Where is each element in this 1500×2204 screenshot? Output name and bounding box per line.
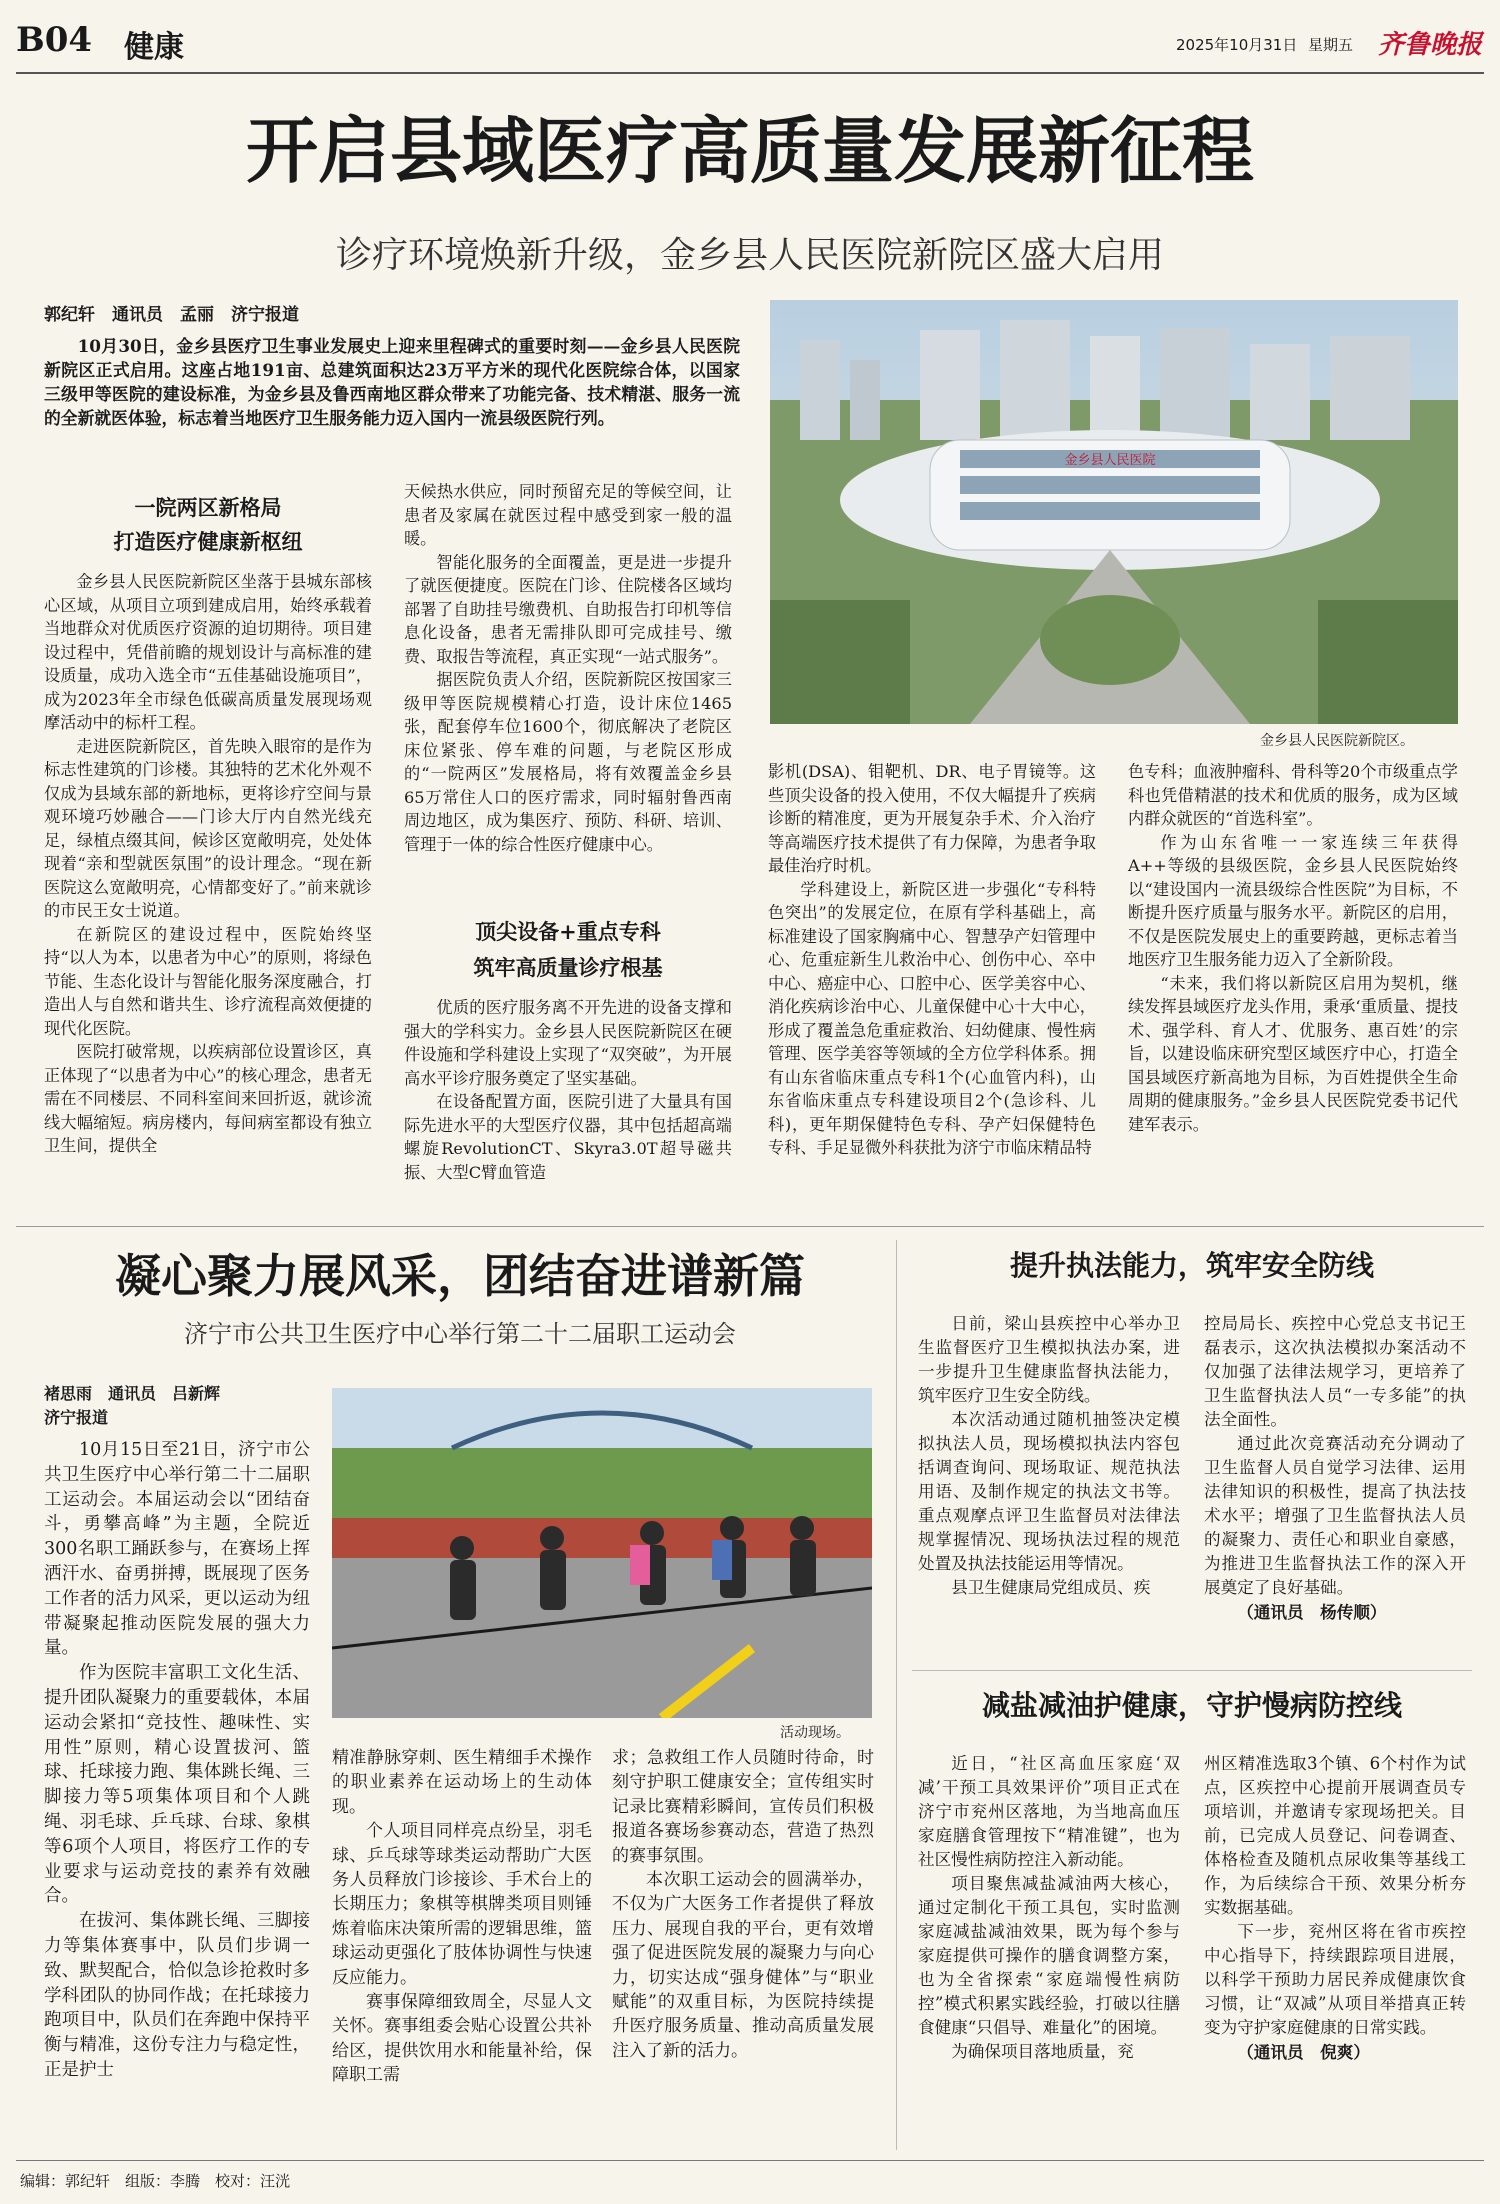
byline-line: 济宁报道 — [44, 1408, 109, 1427]
article1-col1 — [44, 570, 372, 1158]
paragraph: 本次活动通过随机抽签决定模拟执法人员，现场模拟执法内容包括调查询问、现场取证、规范执法用语、及制作规定的执法文书等。重点观摩点评卫生监督员对法律法规掌握情况、现场执法过程的规范处置及执法技能运用等情况。 — [918, 1410, 1180, 1573]
page-code: B04 — [16, 20, 93, 60]
lead-paragraph: 10月30日，金乡县医疗卫生事业发展史上迎来里程碑式的重要时刻——金乡县人民医院新院区正式启用。这座占地191亩、总建筑面积达23万平方米的现代化医院综合体，以国家三级甲等医院的建设标准，为金乡县及鲁西南地区群众带来了功能完备、技术精湛、服务一流的全新就医体验，标志着当地医疗卫生服务能力迈入国内一流县级医院行列。 — [44, 336, 740, 428]
paragraph: 影机(DSA)、钼靶机、DR、电子胃镜等。这些顶尖设备的投入使用，不仅大幅提升了疾病诊断的精准度，更为开展复杂手术、介入治疗等高端医疗技术提供了有力保障，为患者争取最佳治疗时机。 — [768, 762, 1096, 875]
paragraph: 在拔河、集体跳长绳、三脚接力等集体赛事中，队员们步调一致、默契配合，恰似急诊抢救时多学科团队的协同作战；在托球接力跑项目中，队员们在奔跑中保持平衡与精准，这份专注力与稳定性，正是护士 — [44, 1911, 310, 2080]
paragraph: 学科建设上，新院区进一步强化“专科特色突出”的发展定位，在原有学科基础上，高标准建设了国家胸痛中心、智慧孕产妇管理中心、危重症新生儿救治中心、创伤中心、卒中中心、癌症中心、口腔中心、医学美容中心、消化疾病诊治中心、儿童保健中心十大中心，形成了覆盖急危重症救治、妇幼健康、慢性病管理、医学美容等领域的全方位学科体系。拥有山东省临床重点专科1个(心血管内科)，山东省临床重点专科建设项目2个(急诊科、儿科)，更年期保健特色专科、孕产妇保健特色专科、手足显微外科获批为济宁市临床精品特 — [768, 879, 1096, 1157]
paragraph: 州区精准选取3个镇、6个村作为试点，区疾控中心提前开展调查员专项培训，并邀请专家现场把关。目前，已完成人员登记、问卷调查、体格检查及随机点尿收集等基线工作，为后续综合干预、效果分析夯实数据基础。 — [1204, 1754, 1466, 1917]
paragraph: 本次职工运动会的圆满举办，不仅为广大医务工作者提供了释放压力、展现自我的平台，更有效增强了促进医院发展的凝聚力与向心力，切实达成“强身健体”与“职业赋能”的双重目标，为医院持续提升医疗服务质量、推动高质量发展注入了新的活力。 — [612, 1870, 874, 2061]
signoff: （通讯员 倪爽） — [1237, 2042, 1370, 2062]
article2-title: 凝心聚力展风采，团结奋进谱新篇 — [115, 1249, 805, 1303]
paragraph: 控局局长、疾控中心党总支书记王磊表示，这次执法模拟办案活动不仅加强了法律法规学习，更培养了卫生监督执法人员“一专多能”的执法全面性。 — [1204, 1314, 1466, 1429]
article1-title: 开启县域医疗高质量发展新征程 — [245, 108, 1254, 193]
paragraph: 通过此次竞赛活动充分调动了卫生监督人员自觉学习法律、运用法律知识的积极性，提高了执法技术水平；增强了卫生监督执法人员的凝聚力、责任心和职业自豪感，为推进卫生监督执法工作的深入开展奠定了良好基础。 — [1204, 1434, 1466, 1597]
article-divider — [912, 1670, 1472, 1671]
newspaper-logo: 齐鲁晚报 — [1378, 30, 1483, 60]
signoff: （通讯员 杨传顺） — [1237, 1602, 1387, 1622]
paragraph: 据医院负责人介绍，医院新院区按国家三级甲等医院规模精心打造，设计床位1465张，配套停车位1600个，彻底解决了老院区床位紧张、停车难的问题，与老院区形成的“一院两区”发展格局，将有效覆盖金乡县65万常住人口的医疗需求，同时辐射鲁西南周边地区，成为集医疗、预防、科研、培训、管理于一体的综合性医疗健康中心。 — [404, 670, 732, 854]
games-photo — [332, 1388, 872, 1718]
article1-col2-heading2: 筑牢高质量诊疗根基 — [473, 955, 663, 980]
paragraph: 色专科；血液肿瘤科、骨科等20个市级重点学科也凭借精湛的技术和优质的服务，成为区域内群众就医的“首选科室”。 — [1128, 762, 1458, 828]
article2-byline — [44, 1382, 220, 1430]
article1-col4 — [1128, 760, 1458, 1136]
section-name: 健康 — [124, 30, 184, 65]
column-divider — [896, 1240, 897, 2150]
section-divider — [16, 1226, 1484, 1227]
article1-col3 — [768, 760, 1096, 1160]
paragraph: 在新院区的建设过程中，医院始终坚持“以人为本，以患者为中心”的原则，将绿色节能、生态化设计与智能化服务深度融合，打造出人与自然和谐共生、诊疗流程高效便捷的现代化医院。 — [44, 924, 372, 1038]
article1-col2b — [404, 996, 732, 1184]
games-photo-caption: 活动现场。 — [780, 1725, 850, 1741]
paragraph: 走进医院新院区，首先映入眼帘的是作为标志性建筑的门诊楼。其独特的艺术化外观不仅成为县域东部的新地标，更将诊疗空间与景观环境巧妙融合——门诊大厅内自然光线充足，绿植点缀其间，候诊区宽敞明亮，处处体现着“亲和型就医氛围”的设计理念。“现在新医院这么宽敞明亮，心情都变好了。”前来就诊的市民王女士说道。 — [44, 736, 372, 920]
paragraph: 10月15日至21日，济宁市公共卫生医疗中心举行第二十二届职工运动会。本届运动会以“团结奋斗，勇攀高峰”为主题，全院近300名职工踊跃参与，在赛场上挥洒汗水、奋勇拼搏，既展现了医务工作者的活力风采，更以运动为纽带凝聚起推动医院发展的强大力量。 — [44, 1440, 310, 1659]
paragraph: 赛事保障细致周全，尽显人文关怀。赛事组委会贴心设置公共补给区，提供饮用水和能量补给，保障职工需 — [332, 1992, 592, 2086]
weekday: 星期五 — [1308, 36, 1354, 54]
article2-col1 — [44, 1438, 310, 2083]
article3-col1 — [918, 1312, 1180, 1600]
paragraph: 天候热水供应，同时预留充足的等候空间，让患者及家属在就医过程中感受到家一般的温暖。 — [404, 482, 732, 548]
article2-col2 — [332, 1746, 592, 2088]
article1-lead — [44, 334, 740, 430]
paragraph: 求；急救组工作人员随时待命，时刻守护职工健康安全；宣传组实时记录比赛精彩瞬间，宣传员们积极报道各赛场参赛动态，营造了热烈的赛事氛围。 — [612, 1748, 874, 1866]
article1-subtitle: 诊疗环境焕新升级，金乡县人民医院新院区盛大启用 — [335, 235, 1164, 276]
paragraph: 个人项目同样亮点纷呈，羽毛球、乒乓球等球类运动帮助广大医务人员释放门诊接诊、手术台上的长期压力；象棋等棋牌类项目则锤炼着临床决策所需的逻辑思维，篮球运动更强化了肢体协调性与快速反应能力。 — [332, 1821, 592, 1988]
article1-col1-heading2: 打造医疗健康新枢纽 — [113, 529, 303, 554]
paragraph: “未来，我们将以新院区启用为契机，继续发挥县域医疗龙头作用，秉承‘重质量、提技术、强学科、育人才、优服务、惠百姓’的宗旨，以建设临床研究型区域医疗中心，打造全国县域医疗新高地为目标，为百姓提供全生命周期的健康服务。”金乡县人民医院党委书记代建军表示。 — [1128, 973, 1458, 1134]
paragraph: 下一步，兖州区将在省市疾控中心指导下，持续跟踪项目进展，以科学干预助力居民养成健康饮食习惯，让“双减”从项目举措真正转变为守护家庭健康的日常实践。 — [1204, 1922, 1466, 2037]
hospital-photo-caption: 金乡县人民医院新院区。 — [1260, 733, 1414, 749]
article4-col1 — [918, 1752, 1180, 2064]
paragraph: 医院打破常规，以疾病部位设置诊区，真正体现了“以患者为中心”的核心理念，患者无需在不同楼层、不同科室间来回折返，就诊流线大幅缩短。病房楼内，每间病室都设有独立卫生间，提供全 — [44, 1042, 372, 1155]
paragraph: 金乡县人民医院新院区坐落于县城东部核心区域，从项目立项到建成启用，始终承载着当地群众对优质医疗资源的迫切期待。项目建设过程中，凭借前瞻的规划设计与高标准的建设质量，成功入选全市“五佳基础设施项目”，成为2023年全市绿色低碳高质量发展现场观摩活动中的标杆工程。 — [44, 572, 372, 732]
article1-col2-heading1: 顶尖设备+重点专科 — [475, 919, 661, 944]
byline-line: 褚思雨 通讯员 吕新辉 — [44, 1384, 221, 1403]
article3-col2 — [1204, 1312, 1466, 1624]
paragraph: 精准静脉穿刺、医生精细手术操作的职业素养在运动场上的生动体现。 — [332, 1748, 592, 1817]
paragraph: 作为医院丰富职工文化生活、提升团队凝聚力的重要载体，本届运动会紧扣“竞技性、趣味性、实用性”原则，精心设置拔河、篮球、托球接力跑、集体跳长绳、三脚接力等5项集体项目和个人跳绳、羽毛球、乒乓球、台球、象棋等6项个人项目，将医疗工作的专业要求与运动竞技的素养有效融合。 — [44, 1663, 310, 1907]
hospital-photo — [770, 300, 1458, 724]
masthead — [16, 18, 1484, 68]
article3-title: 提升执法能力，筑牢安全防线 — [1009, 1249, 1374, 1282]
paragraph: 县卫生健康局党组成员、疾 — [951, 1578, 1151, 1597]
article2-subtitle: 济宁市公共卫生医疗中心举行第二十二届职工运动会 — [184, 1320, 736, 1348]
paragraph: 项目聚焦减盐减油两大核心，通过定制化干预工具包，实时监测家庭减盐减油效果，既为每个参与家庭提供可操作的膳食调整方案，也为全省探索“家庭端慢性病防控”模式积累实践经验，打破以往膳食健康“只倡导、难量化”的困境。 — [918, 1874, 1180, 2037]
footer-credits: 编辑：郭纪轩 组版：李腾 校对：汪洸 — [20, 2172, 291, 2190]
footer-rule — [16, 2160, 1484, 2161]
masthead-rule — [16, 72, 1484, 74]
issue-date: 2025年10月31日 — [1176, 36, 1298, 54]
paragraph: 优质的医疗服务离不开先进的设备支撑和强大的学科实力。金乡县人民医院新院区在硬件设施和学科建设上实现了“双突破”，为开展高水平诊疗服务奠定了坚实基础。 — [404, 998, 732, 1088]
paragraph: 为确保项目落地质量，兖 — [951, 2042, 1134, 2061]
article1-col1-heading1: 一院两区新格局 — [134, 495, 282, 520]
article1-col2 — [404, 480, 732, 856]
article4-col2 — [1204, 1752, 1466, 2064]
article1-byline: 郭纪轩 通讯员 孟丽 济宁报道 — [44, 305, 299, 325]
paragraph: 作为山东省唯一一家连续三年获得A++等级的县级医院，金乡县人民医院始终以“建设国内一流县级综合性医院”为目标，不断提升医疗质量与服务水平。新院区的启用，不仅是医院发展史上的重要跨越，更标志着当地医疗卫生服务能力迈入了全新阶段。 — [1128, 832, 1458, 969]
paragraph: 日前，梁山县疾控中心举办卫生监督医疗卫生模拟执法办案，进一步提升卫生健康监督执法能力，筑牢医疗卫生安全防线。 — [918, 1314, 1180, 1405]
paragraph: 智能化服务的全面覆盖，更是进一步提升了就医便捷度。医院在门诊、住院楼各区域均部署了自助挂号缴费机、自助报告打印机等信息化设备，患者无需排队即可完成挂号、缴费、取报告等流程，真正实现“一站式服务”。 — [404, 552, 732, 666]
paragraph: 近日，“社区高血压家庭‘双减’干预工具效果评价”项目正式在济宁市兖州区落地，为当地高血压家庭膳食管理按下“精准键”，也为社区慢性病防控注入新动能。 — [918, 1754, 1180, 1869]
hospital-sign-text: 金乡县人民医院 — [1064, 453, 1156, 468]
article2-col3 — [612, 1746, 874, 2063]
article4-title: 减盐减油护健康，守护慢病防控线 — [981, 1689, 1402, 1722]
paragraph: 在设备配置方面，医院引进了大量具有国际先进水平的大型医疗仪器，其中包括超高端螺旋RevolutionCT、Skyra3.0T超导磁共振、大型C臂血管造 — [404, 1092, 732, 1182]
